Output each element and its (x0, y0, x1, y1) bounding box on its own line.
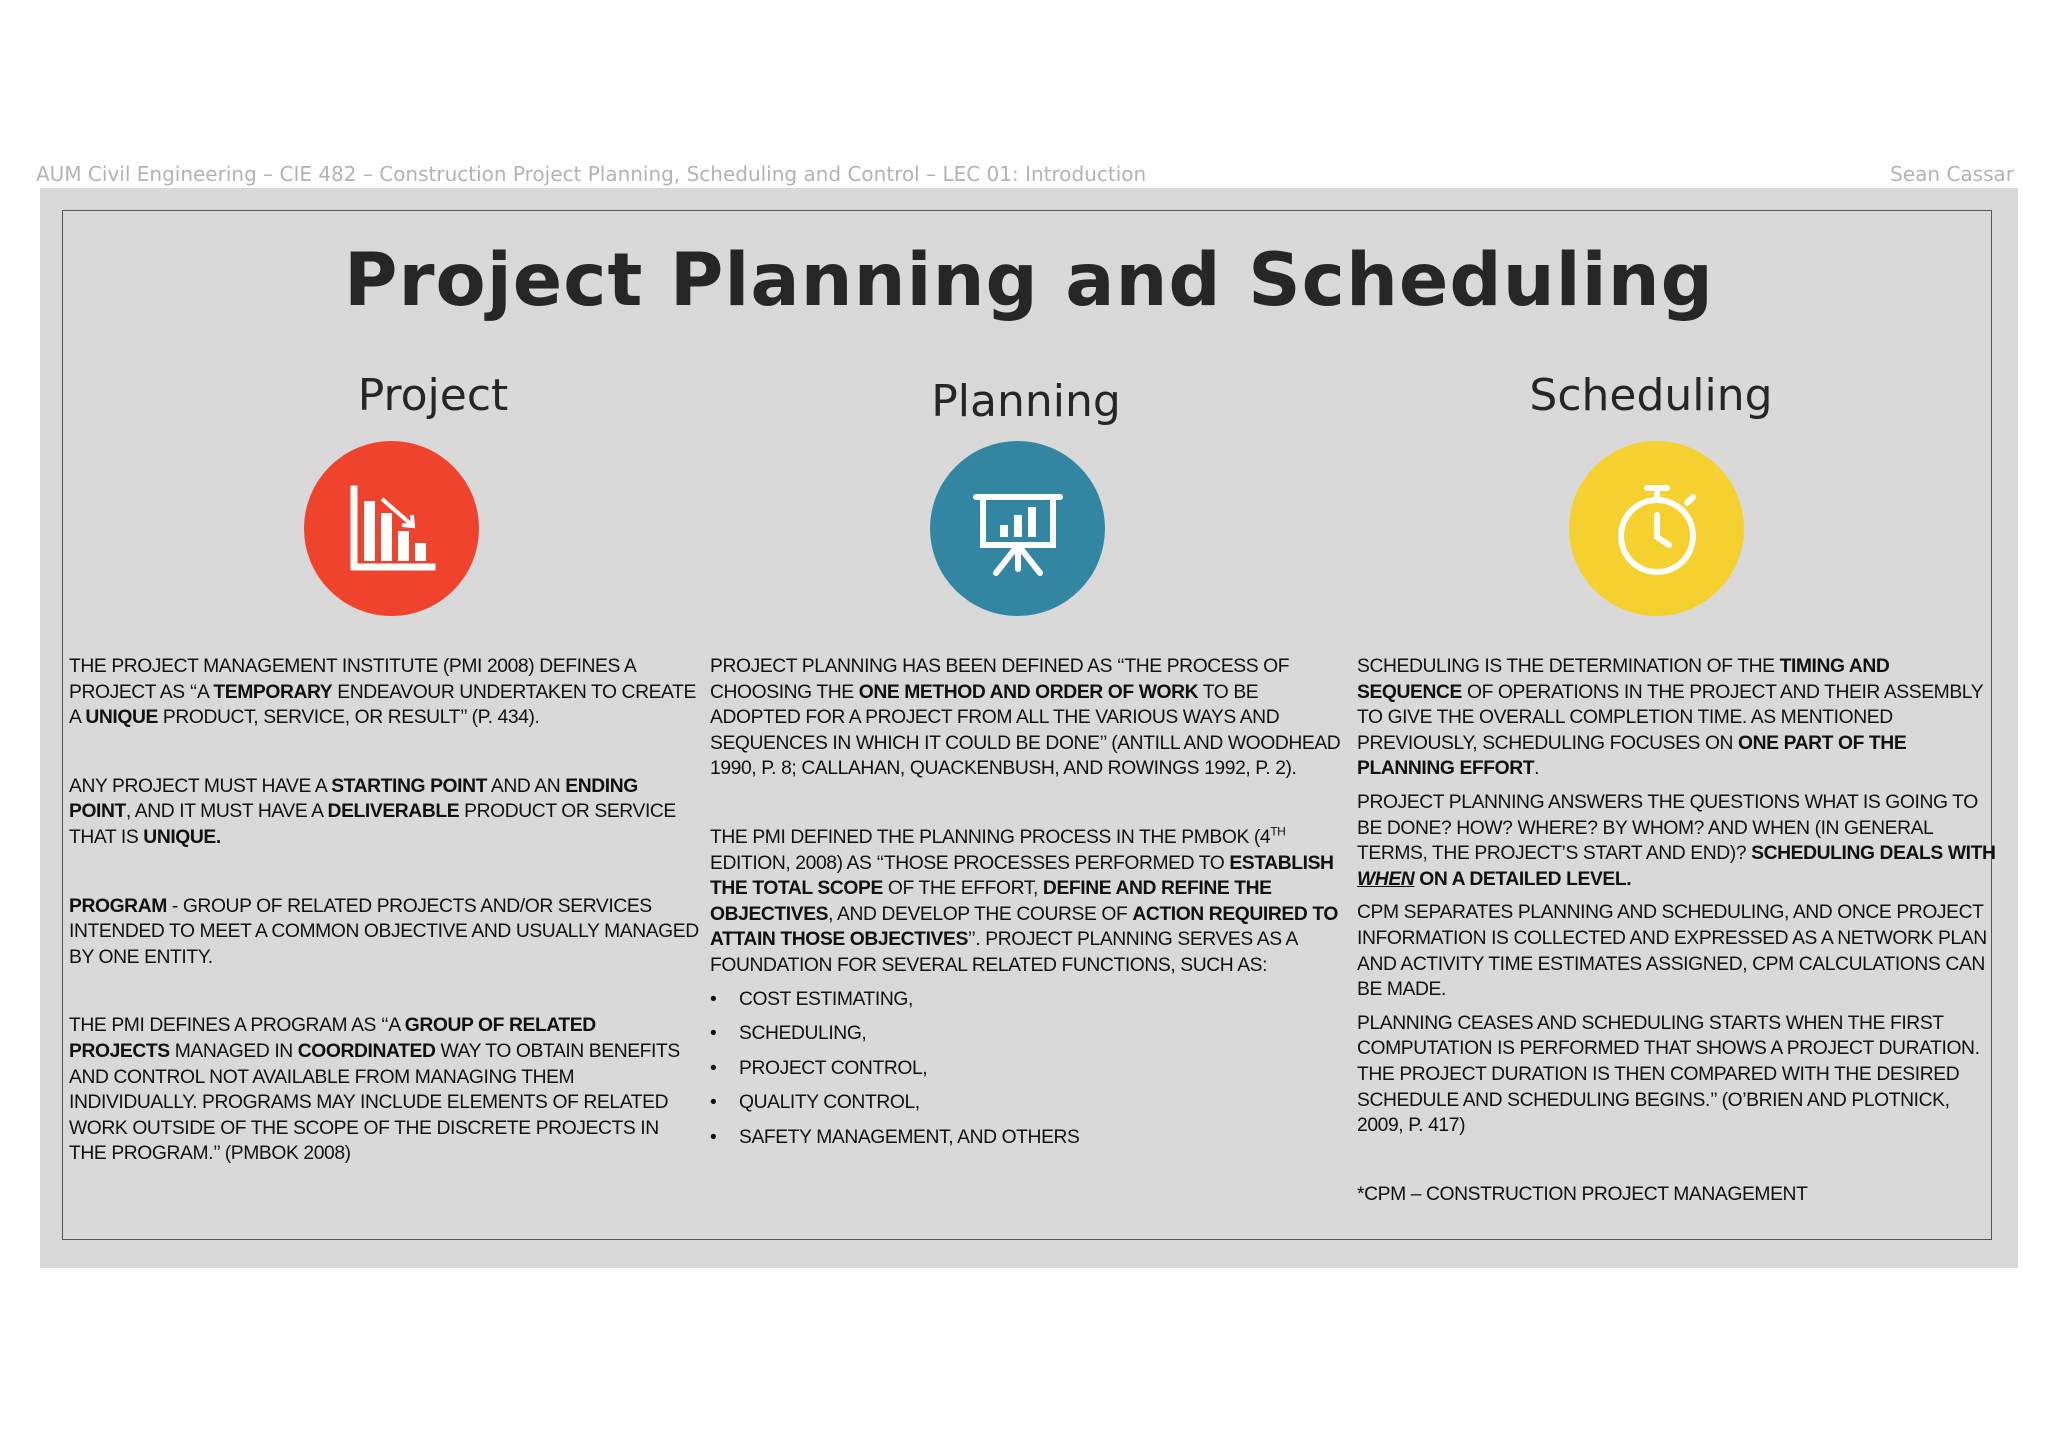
scheduling-icon-circle (1569, 441, 1744, 616)
slide (40, 188, 2018, 1268)
scheduling-paragraph-3: CPM SEPARATES PLANNING AND SCHEDULING, AND ONCE PROJECT INFORMATION IS COLLECTED AND EXPRESSED AS A NETWORK PLAN AND ACTIVITY TIME ESTIMATES ASSIGNED, CPM CALCULATIONS CAN BE MADE. (1357, 902, 1987, 1001)
planning-functions-list (710, 987, 1350, 1160)
project-icon-circle (304, 441, 479, 616)
project-column (69, 654, 699, 1167)
planning-icon-circle (930, 441, 1105, 616)
project-paragraph-3: PROGRAM - GROUP OF RELATED PROJECTS AND/OR SERVICES INTENDED TO MEET A COMMON OBJECTIVE AND USUALLY MANAGED BY ONE ENTITY. (69, 895, 699, 968)
heading-planning: Planning (931, 376, 1121, 427)
scheduling-footnote: *CPM – CONSTRUCTION PROJECT MANAGEMENT (1357, 1183, 1808, 1205)
stopwatch-icon (1607, 479, 1707, 579)
list-item: • SCHEDULING, (710, 1021, 1350, 1056)
header-course-title: AUM Civil Engineering – CIE 482 – Construction Project Planning, Scheduling and Control – LEC 01: Introduction (36, 162, 1147, 186)
planning-paragraph-1: PROJECT PLANNING HAS BEEN DEFINED AS ‘‘THE PROCESS OF CHOOSING THE ONE METHOD AND ORDER OF WORK TO BE ADOPTED FOR A PROJECT FROM ALL THE VARIOUS WAYS AND SEQUENCES IN WHICH IT COULD BE DONE’’ (ANTILL AND WOODHEAD 1990, P. 8; CALLAHAN, QUACKENBUSH, AND ROWINGS 1992, P. 2). (710, 656, 1341, 780)
planning-paragraph-2: THE PMI DEFINED THE PLANNING PROCESS IN THE PMBOK (4TH EDITION, 2008) AS ‘‘THOSE PROCESSES PERFORMED TO ESTABLISH THE TOTAL SCOPE OF THE EFFORT, DEFINE AND REFINE THE OBJECTIVES, AND DEVELOP THE COURSE OF ACTION REQUIRED TO ATTAIN THOSE OBJECTIVES’’. PROJECT PLANNING SERVES AS A FOUNDATION FOR SEVERAL RELATED FUNCTIONS, SUCH AS: (710, 824, 1338, 976)
project-paragraph-2: ANY PROJECT MUST HAVE A STARTING POINT AND AN ENDING POINT, AND IT MUST HAVE A DELIVERABLE PRODUCT OR SERVICE THAT IS UNIQUE. (69, 775, 676, 848)
project-paragraph-4: THE PMI DEFINES A PROGRAM AS ‘‘A GROUP OF RELATED PROJECTS MANAGED IN COORDINATED WAY TO OBTAIN BENEFITS AND CONTROL NOT AVAILABLE FROM MANAGING THEM INDIVIDUALLY. PROGRAMS MAY INCLUDE ELEMENTS OF RELATED WORK OUTSIDE OF THE SCOPE OF THE DISCRETE PROJECTS IN THE PROGRAM.’’ (PMBOK 2008) (69, 1015, 680, 1165)
list-item: • COST ESTIMATING, (710, 987, 1350, 1022)
scheduling-paragraph-1: SCHEDULING IS THE DETERMINATION OF THE TIMING AND SEQUENCE OF OPERATIONS IN THE PROJECT AND THEIR ASSEMBLY TO GIVE THE OVERALL COMPLETION TIME. AS MENTIONED PREVIOUSLY, SCHEDULING FOCUSES ON ONE PART OF THE PLANNING EFFORT. (1357, 656, 1983, 780)
scheduling-paragraph-2: PROJECT PLANNING ANSWERS THE QUESTIONS WHAT IS GOING TO BE DONE? HOW? WHERE? BY WHOM? AND WHEN (IN GENERAL TERMS, THE PROJECT’S START AND END)? SCHEDULING DEALS WITH WHEN ON A DETAILED LEVEL. (1357, 791, 1996, 890)
heading-project: Project (357, 370, 509, 421)
project-paragraph-1: THE PROJECT MANAGEMENT INSTITUTE (PMI 2008) DEFINES A PROJECT AS ‘‘A TEMPORARY ENDEAVOUR UNDERTAKEN TO CREATE A UNIQUE PRODUCT, SERVICE, OR RESULT’’ (P. 434). (69, 656, 696, 729)
header-author: Sean Cassar (1890, 162, 2014, 186)
slide-title: Project Planning and Scheduling (344, 238, 1714, 323)
scheduling-column (1357, 654, 1997, 1207)
scheduling-paragraph-4: PLANNING CEASES AND SCHEDULING STARTS WHEN THE FIRST COMPUTATION IS PERFORMED THAT SHOWS A PROJECT DURATION. THE PROJECT DURATION IS THEN COMPARED WITH THE DESIRED SCHEDULE AND SCHEDULING BEGINS.’’ (O’BRIEN AND PLOTNICK, 2009, P. 417) (1357, 1012, 1980, 1137)
list-item: • PROJECT CONTROL, (710, 1056, 1350, 1091)
list-item: • QUALITY CONTROL, (710, 1090, 1350, 1125)
planning-column (710, 654, 1350, 1159)
chart-down-icon (342, 479, 442, 579)
heading-scheduling: Scheduling (1529, 370, 1773, 421)
list-item: • SAFETY MANAGEMENT, AND OTHERS (710, 1125, 1350, 1160)
presentation-board-icon (968, 479, 1068, 579)
